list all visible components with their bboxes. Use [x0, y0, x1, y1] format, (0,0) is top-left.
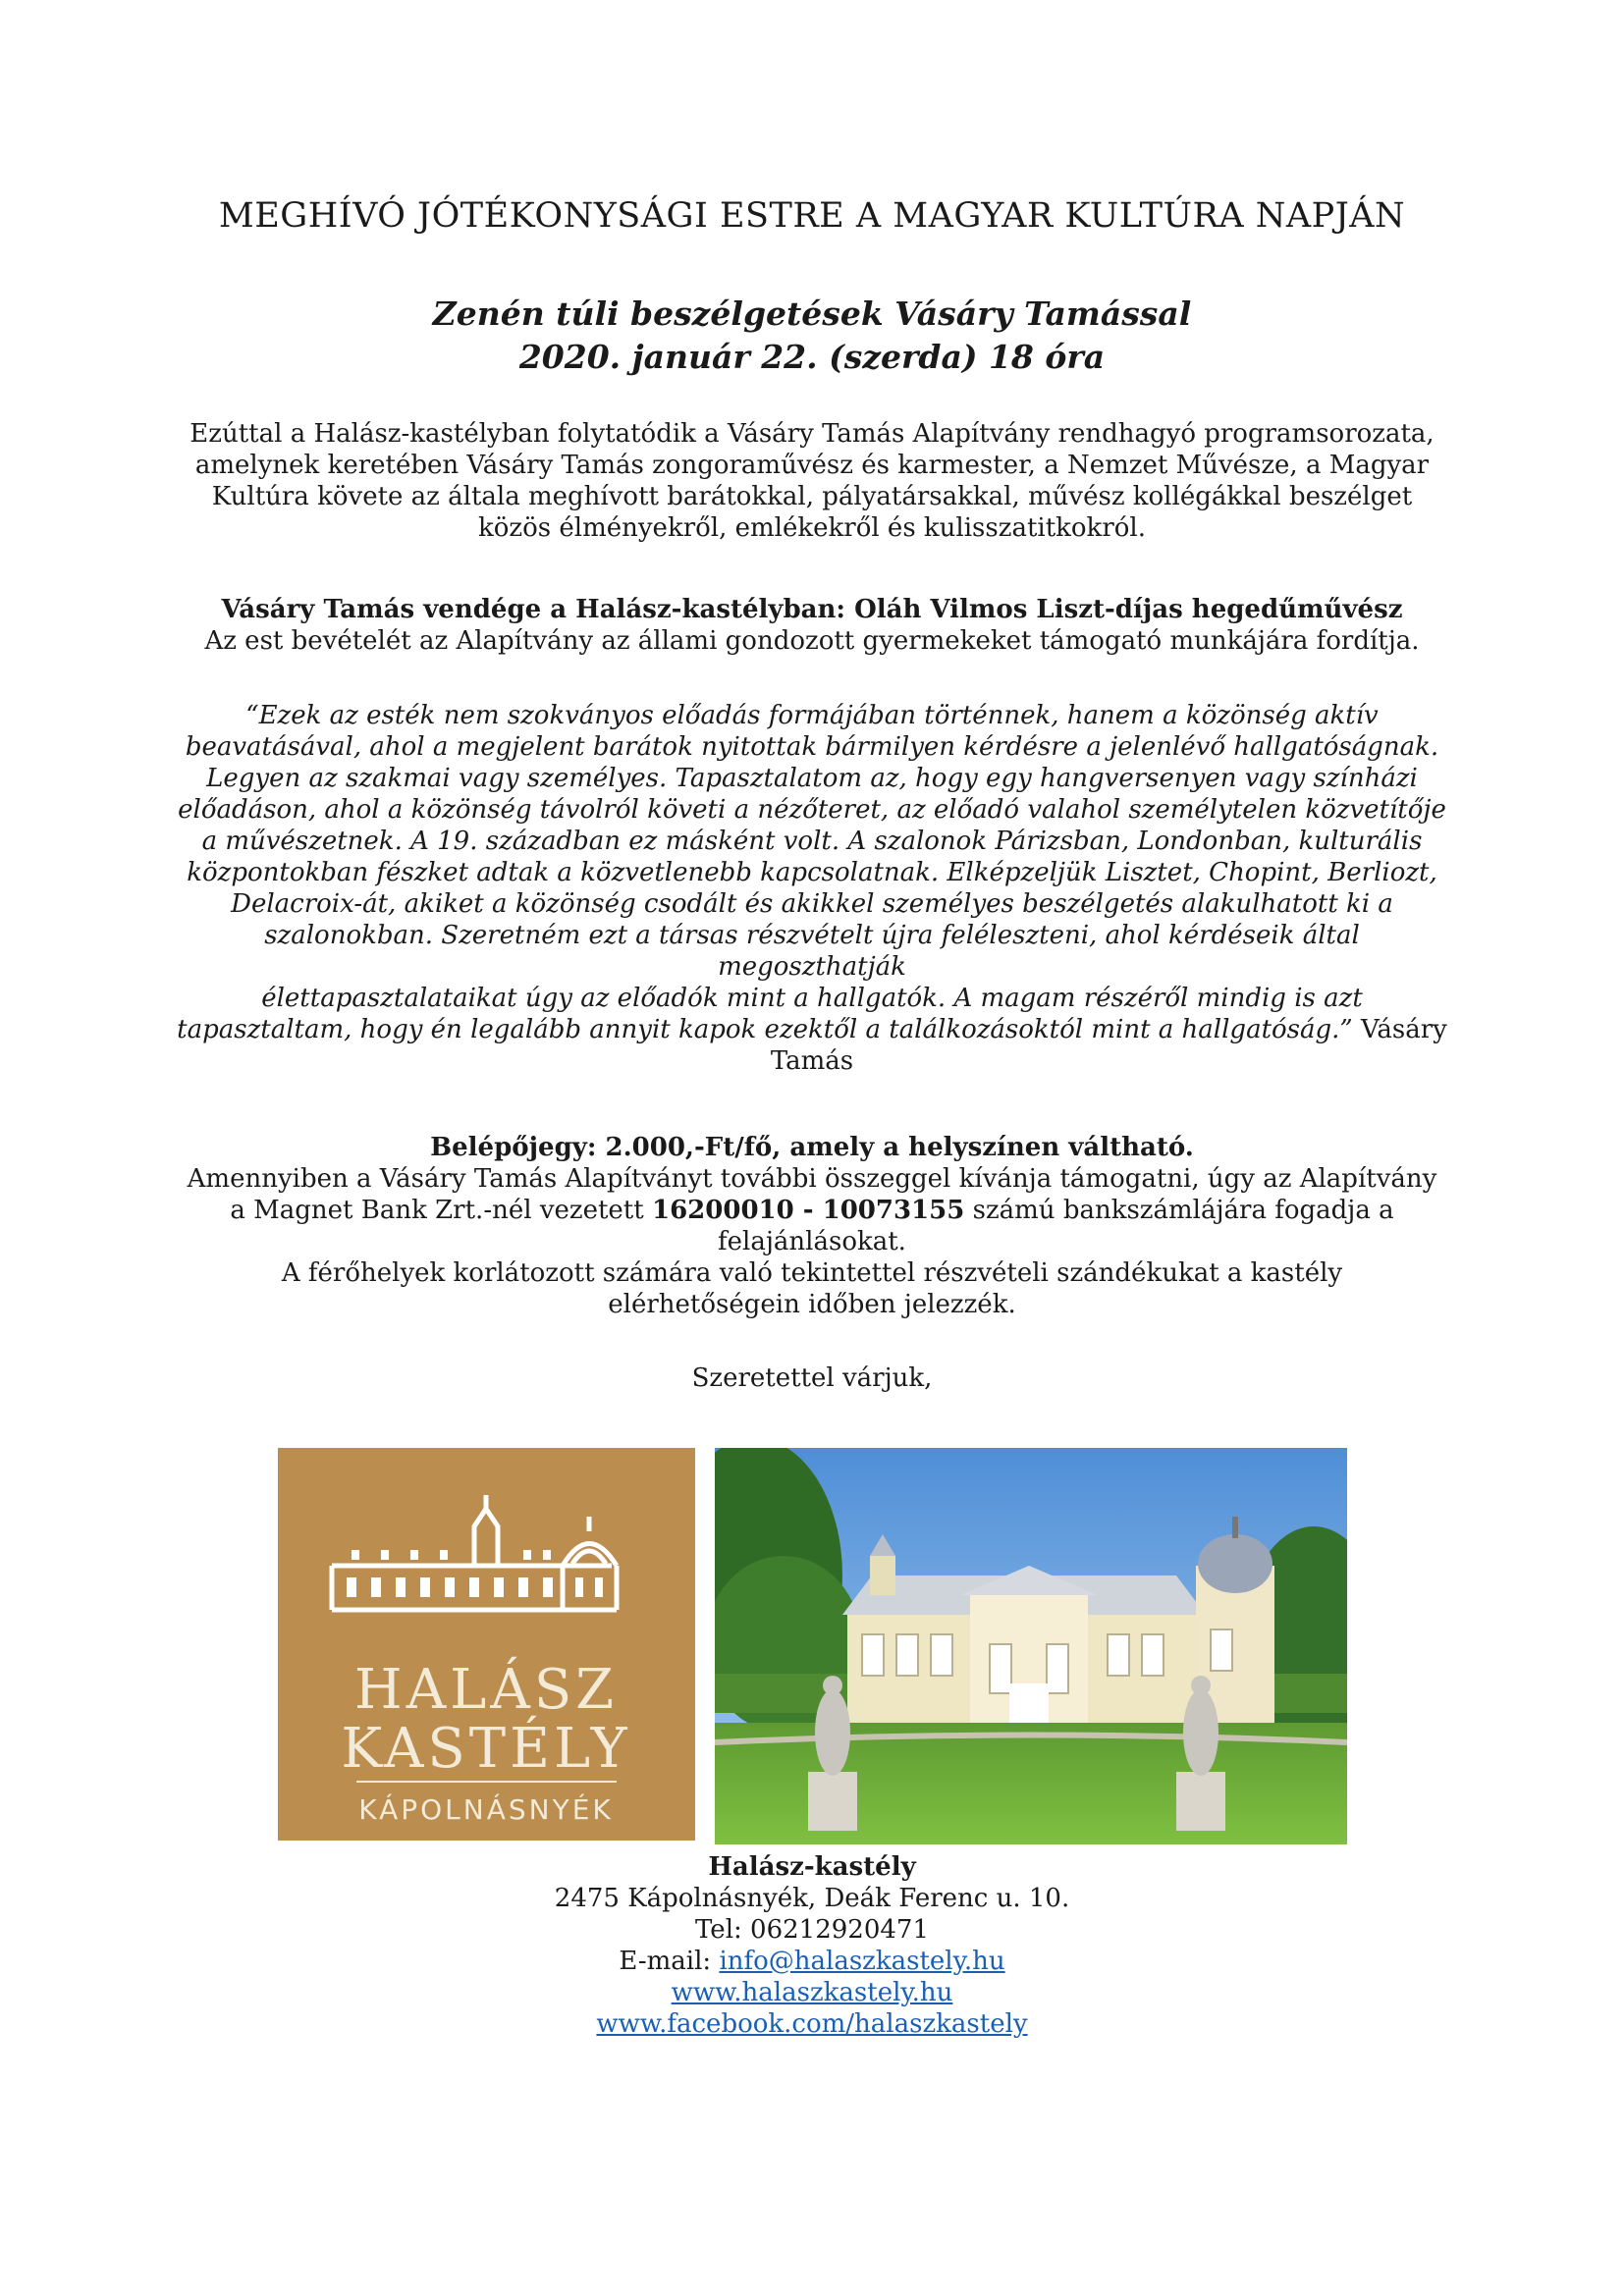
quote-line: szalonokban. Szeretném ezt a társas részvételt újra feléleszteni, ahol kérdéseik által megoszthatják: [264, 921, 1360, 982]
bank-account-number: 16200010 - 10073155: [651, 1196, 965, 1225]
support-line: Amennyiben a Vásáry Tamás Alapítványt további összeggel kívánja támogatni, úgy az Alapítvány: [187, 1164, 1437, 1194]
facebook-line: [0, 2008, 1624, 2040]
support-text: számú bankszámlájára fogadja a: [972, 1196, 1394, 1225]
event-name: Zenén túli beszélgetések Vásáry Tamással: [432, 294, 1192, 333]
email-link[interactable]: info@halaszkastely.hu: [719, 1947, 1005, 1976]
castle-logo-icon: [278, 1448, 695, 1841]
logo-text-kastely: KASTÉLY: [341, 1717, 631, 1781]
guest-headline: Vásáry Tamás vendége a Halász-kastélyban: Oláh Vilmos Liszt-díjas hegedűművész: [221, 595, 1403, 624]
venue-address: 2475 Kápolnásnyék, Deák Ferenc u. 10.: [554, 1884, 1070, 1913]
website-line: [0, 1977, 1624, 2008]
quote-author-last: Tamás: [770, 1046, 854, 1076]
contact-footer: [0, 1851, 1624, 2040]
venue-phone: Tel: 06212920471: [694, 1915, 929, 1945]
quote-line: előadáson, ahol a közönség távolról követi a nézőteret, az előadó valahol személytelen közvetítője: [178, 795, 1446, 825]
facebook-link[interactable]: www.facebook.com/halaszkastely: [596, 2009, 1028, 2039]
quote-line-text: tapasztaltam, hogy én legalább annyit kapok ezektől a találkozásoktól mint a hallgatóság.”: [177, 1015, 1353, 1044]
seats-line: A férőhelyek korlátozott számára való tekintettel részvételi szándékukat a kastély: [281, 1258, 1343, 1288]
intro-paragraph: [177, 418, 1447, 544]
venue-email-line: [0, 1946, 1624, 1977]
castle-photo-illustration: [715, 1448, 1347, 1844]
intro-line: közös élményekről, emlékekről és kulisszatitkokról.: [478, 513, 1146, 543]
venue-name: Halász-kastély: [708, 1852, 916, 1882]
intro-line: amelynek keretében Vásáry Tamás zongoraművész és karmester, a Nemzet Művésze, a Magyar: [194, 451, 1430, 480]
castle-photo: [715, 1448, 1347, 1844]
website-link[interactable]: www.halaszkastely.hu: [671, 1978, 953, 2007]
seats-line: elérhetőségein időben jelezzék.: [608, 1290, 1016, 1319]
quote-line: [177, 1014, 1447, 1045]
intro-line: Ezúttal a Halász-kastélyban folytatódik a Vásáry Tamás Alapítvány rendhagyó programsorozata,: [189, 419, 1435, 449]
support-text: a Magnet Bank Zrt.-nél vezetett: [230, 1196, 644, 1225]
quote-line: beavatásával, ahol a megjelent barátok nyitottak bármilyen kérdésre a jelenlévő hallgatóságnak.: [185, 732, 1439, 762]
greeting: Szeretettel várjuk,: [691, 1363, 933, 1393]
halasz-kastely-logo: [278, 1448, 695, 1841]
intro-line: Kultúra követe az általa meghívott barátokkal, pályatársakkal, művész kollégákkal beszélget: [211, 482, 1413, 511]
quote-line: Legyen az szakmai vagy személyes. Tapasztalatom az, hogy egy hangversenyen vagy színházi: [206, 764, 1418, 793]
event-date: 2020. január 22. (szerda) 18 óra: [518, 338, 1106, 376]
page-title: MEGHÍVÓ JÓTÉKONYSÁGI ESTRE A MAGYAR KULTÚRA NAPJÁN: [218, 196, 1406, 236]
email-label: E-mail:: [619, 1947, 712, 1976]
ticket-headline: Belépőjegy: 2.000,-Ft/fő, amely a helyszínen váltható.: [430, 1133, 1194, 1162]
guest-paragraph: [177, 594, 1447, 657]
support-line: felajánlásokat.: [718, 1227, 906, 1256]
quote-line: élettapasztalataikat úgy az előadók mint a hallgatók. A magam részéről mindig is azt: [261, 984, 1363, 1013]
quote-paragraph: [177, 700, 1447, 1077]
ticket-paragraph: [177, 1132, 1447, 1320]
support-line: [177, 1195, 1447, 1226]
logo-text-kapolnasnyek: KÁPOLNÁSNYÉK: [358, 1793, 614, 1826]
quote-line: Delacroix-át, akiket a közönség csodált és akikkel személyes beszélgetés alakulhatott ki a: [231, 889, 1393, 919]
logo-text-halasz: HALÁSZ: [353, 1658, 619, 1722]
quote-line: “Ezek az esték nem szokványos előadás formájában történnek, hanem a közönség aktív: [245, 701, 1379, 730]
quote-line: a művészetnek. A 19. században ez másként volt. A szalonok Párizsban, Londonban, kulturális: [201, 827, 1423, 856]
quote-author-first: Vásáry: [1360, 1015, 1447, 1044]
quote-line: központokban fészket adtak a közvetlenebb kapcsolatnak. Elképzeljük Lisztet, Chopint, Berliozt,: [187, 858, 1437, 887]
event-subtitle: [0, 293, 1624, 379]
guest-note: Az est bevételét az Alapítvány az állami gondozott gyermekeket támogató munkájára fordítja.: [204, 626, 1420, 656]
